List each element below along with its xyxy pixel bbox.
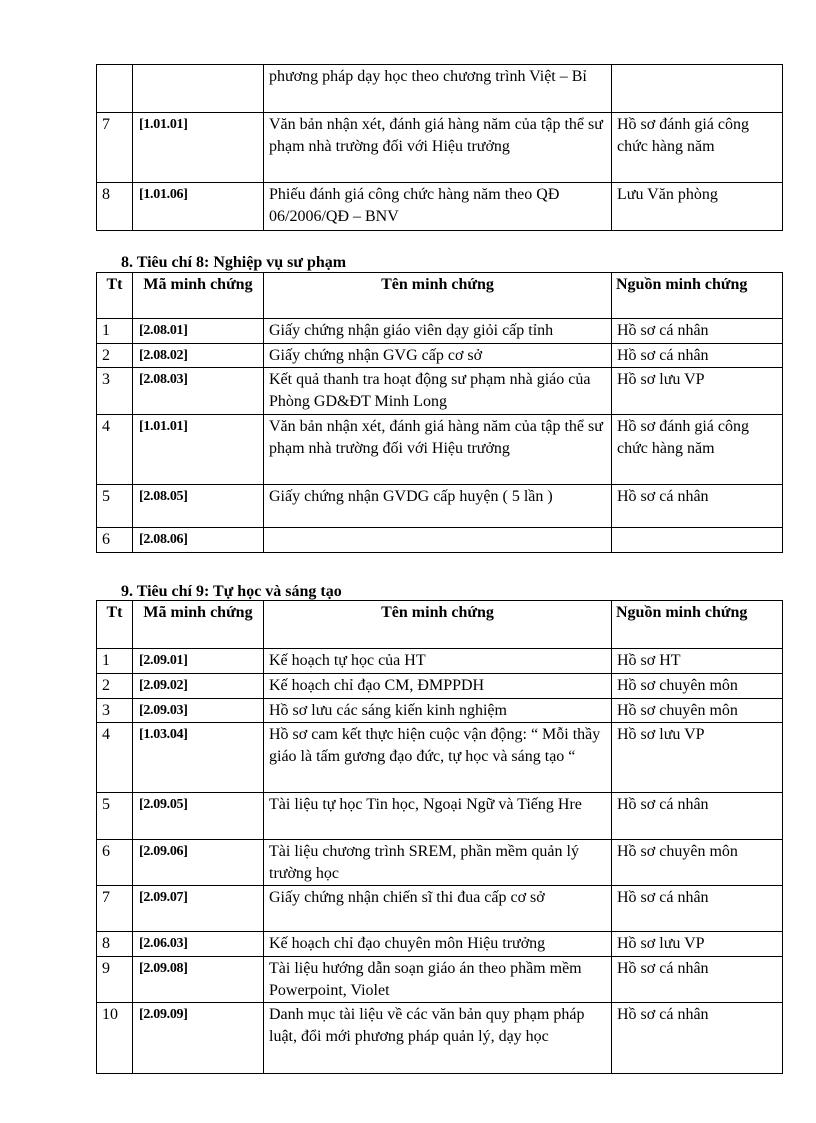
row-code: [2.09.08] <box>133 957 264 1003</box>
row-tt: 4 <box>97 415 133 485</box>
row-name <box>264 528 612 553</box>
table-row <box>97 485 783 528</box>
row-source: Hồ sơ HT <box>612 649 783 674</box>
row-tt: 1 <box>97 649 133 674</box>
table-row <box>97 183 783 231</box>
row-source: Hồ sơ cá nhân <box>612 886 783 932</box>
row-tt: 4 <box>97 723 133 793</box>
row-code: [1.01.01] <box>133 415 264 485</box>
table-row <box>97 649 783 674</box>
row-source: Hồ sơ chuyên môn <box>612 699 783 723</box>
table-row <box>97 1003 783 1074</box>
row-code: [2.09.05] <box>133 793 264 840</box>
row-name: Giấy chứng nhận chiến sĩ thi đua cấp cơ sở <box>264 886 612 932</box>
row-code <box>133 65 264 113</box>
table-row <box>97 886 783 932</box>
row-tt: 8 <box>97 183 133 231</box>
row-source: Hồ sơ lưu VP <box>612 723 783 793</box>
row-name: Kế hoạch chỉ đạo CM, ĐMPPDH <box>264 674 612 699</box>
table-header-row <box>97 601 783 649</box>
row-name: phương pháp dạy học theo chương trình Việt – Bỉ <box>264 65 612 113</box>
row-source: Hồ sơ lưu VP <box>612 932 783 957</box>
row-source <box>612 65 783 113</box>
table-header-row <box>97 273 783 319</box>
row-tt: 5 <box>97 793 133 840</box>
row-tt: 6 <box>97 528 133 553</box>
header-name: Tên minh chứng <box>264 601 612 649</box>
row-source: Hồ sơ cá nhân <box>612 957 783 1003</box>
table-row <box>97 319 783 344</box>
table-row <box>97 368 783 415</box>
continuation-table-body <box>97 65 783 231</box>
row-tt: 1 <box>97 319 133 344</box>
row-source: Hồ sơ chuyên môn <box>612 840 783 886</box>
section-8-title: 8. Tiêu chí 8: Nghiệp vụ sư phạm <box>121 254 347 271</box>
row-code: [1.03.04] <box>133 723 264 793</box>
row-tt <box>97 65 133 113</box>
row-tt: 10 <box>97 1003 133 1074</box>
table-row <box>97 840 783 886</box>
table-row <box>97 528 783 553</box>
row-name: Hồ sơ cam kết thực hiện cuộc vận động: “ Mỗi thầy giáo là tấm gương đạo đức, tự học và sáng tạo “ <box>264 723 612 793</box>
header-name: Tên minh chứng <box>264 273 612 319</box>
row-source: Hồ sơ cá nhân <box>612 319 783 344</box>
header-source: Nguồn minh chứng <box>612 601 783 649</box>
row-source: Hồ sơ cá nhân <box>612 344 783 368</box>
row-name: Tài liệu hướng dẫn soạn giáo án theo phầm mềm Powerpoint, Violet <box>264 957 612 1003</box>
row-code: [2.09.07] <box>133 886 264 932</box>
table-row <box>97 415 783 485</box>
row-source: Hồ sơ cá nhân <box>612 1003 783 1074</box>
row-code: [1.01.06] <box>133 183 264 231</box>
table-row <box>97 674 783 699</box>
header-code: Mã minh chứng <box>133 601 264 649</box>
row-code: [2.09.06] <box>133 840 264 886</box>
row-source: Hồ sơ đánh giá công chức hàng năm <box>612 415 783 485</box>
row-name: Giấy chứng nhận GVG cấp cơ sở <box>264 344 612 368</box>
row-code: [2.08.05] <box>133 485 264 528</box>
row-code: [2.08.01] <box>133 319 264 344</box>
row-code: [2.08.03] <box>133 368 264 415</box>
row-name: Giấy chứng nhận giáo viên dạy giỏi cấp tỉnh <box>264 319 612 344</box>
row-code: [2.06.03] <box>133 932 264 957</box>
row-tt: 6 <box>97 840 133 886</box>
row-tt: 3 <box>97 368 133 415</box>
row-code: [2.08.06] <box>133 528 264 553</box>
row-tt: 2 <box>97 674 133 699</box>
row-name: Tài liệu tự học Tin học, Ngoại Ngữ và Tiếng Hre <box>264 793 612 840</box>
row-source: Lưu Văn phòng <box>612 183 783 231</box>
row-tt: 8 <box>97 932 133 957</box>
table-row <box>97 113 783 183</box>
row-source: Hồ sơ chuyên môn <box>612 674 783 699</box>
row-source: Hồ sơ đánh giá công chức hàng năm <box>612 113 783 183</box>
row-tt: 7 <box>97 886 133 932</box>
table-row <box>97 793 783 840</box>
row-tt: 3 <box>97 699 133 723</box>
section-9-table <box>96 600 783 1074</box>
header-source: Nguồn minh chứng <box>612 273 783 319</box>
row-code: [2.09.01] <box>133 649 264 674</box>
row-source: Hồ sơ cá nhân <box>612 793 783 840</box>
section-8-table <box>96 272 783 553</box>
row-name: Danh mục tài liệu về các văn bản quy phạm pháp luật, đổi mới phương pháp quản lý, dạy học <box>264 1003 612 1074</box>
row-source: Hồ sơ cá nhân <box>612 485 783 528</box>
row-name: Hồ sơ lưu các sáng kiến kinh nghiệm <box>264 699 612 723</box>
row-tt: 9 <box>97 957 133 1003</box>
section-9-title: 9. Tiêu chí 9: Tự học và sáng tạo <box>121 583 342 600</box>
row-source: Hồ sơ lưu VP <box>612 368 783 415</box>
row-code: [2.09.03] <box>133 699 264 723</box>
row-tt: 2 <box>97 344 133 368</box>
table-row <box>97 957 783 1003</box>
header-code: Mã minh chứng <box>133 273 264 319</box>
row-code: [1.01.01] <box>133 113 264 183</box>
table-row <box>97 723 783 793</box>
row-name: Kế hoạch tự học của HT <box>264 649 612 674</box>
row-name: Tài liệu chương trình SREM, phần mềm quản lý trường học <box>264 840 612 886</box>
row-code: [2.08.02] <box>133 344 264 368</box>
row-name: Phiếu đánh giá công chức hàng năm theo QĐ 06/2006/QĐ – BNV <box>264 183 612 231</box>
row-tt: 7 <box>97 113 133 183</box>
row-code: [2.09.09] <box>133 1003 264 1074</box>
row-code: [2.09.02] <box>133 674 264 699</box>
header-tt: Tt <box>97 273 133 319</box>
continuation-table <box>96 64 783 231</box>
header-tt: Tt <box>97 601 133 649</box>
row-name: Văn bản nhận xét, đánh giá hàng năm của tập thể sư phạm nhà trường đối với Hiệu trưởng <box>264 415 612 485</box>
table-row <box>97 65 783 113</box>
row-name: Văn bản nhận xét, đánh giá hàng năm của tập thể sư phạm nhà trường đối với Hiệu trưởng <box>264 113 612 183</box>
row-name: Giấy chứng nhận GVDG cấp huyện ( 5 lần ) <box>264 485 612 528</box>
row-source <box>612 528 783 553</box>
table-row <box>97 699 783 723</box>
table-row <box>97 344 783 368</box>
row-tt: 5 <box>97 485 133 528</box>
table-row <box>97 932 783 957</box>
row-name: Kết quả thanh tra hoạt động sư phạm nhà giáo của Phòng GD&ĐT Minh Long <box>264 368 612 415</box>
row-name: Kế hoạch chỉ đạo chuyên môn Hiệu trưởng <box>264 932 612 957</box>
